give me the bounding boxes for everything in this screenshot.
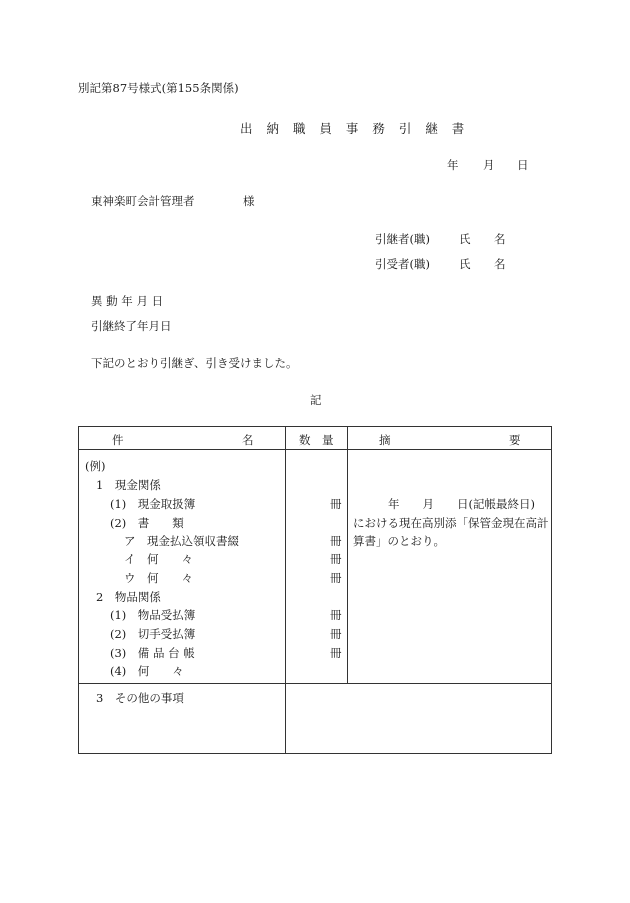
row-unit: 冊 xyxy=(330,534,342,548)
date-month: 月 xyxy=(483,158,495,172)
row-label: 2 物品関係 xyxy=(96,590,161,604)
other-matters-label: 3 その他の事項 xyxy=(96,691,184,705)
header-ken: 件 xyxy=(112,433,124,447)
date-day: 日 xyxy=(517,158,529,172)
row-label: (2) 書 類 xyxy=(110,516,184,530)
header-you: 要 xyxy=(509,433,521,447)
note-line: 算書」のとおり。 xyxy=(353,534,445,548)
handover-end-date-label: 引継終了年月日 xyxy=(91,319,172,333)
section-divider xyxy=(79,683,551,684)
party-shi: 氏 xyxy=(459,257,471,271)
row-unit: 冊 xyxy=(330,646,342,660)
row-label: 1 現金関係 xyxy=(96,478,161,492)
party-mei: 名 xyxy=(494,257,506,271)
row-label: イ 何 々 xyxy=(124,552,193,566)
header-quantity: 数 量 xyxy=(299,433,334,447)
row-label: (1) 現金取扱簿 xyxy=(110,497,196,511)
row-label: ウ 何 々 xyxy=(124,571,193,585)
handover-table xyxy=(78,426,552,754)
addressee-name: 東神楽町会計管理者 xyxy=(91,194,195,208)
header-divider xyxy=(79,449,551,450)
row-label: (2) 切手受払簿 xyxy=(110,627,196,641)
party-mei: 名 xyxy=(494,232,506,246)
row-unit: 冊 xyxy=(330,571,342,585)
column-divider xyxy=(285,427,286,753)
date-year: 年 xyxy=(447,158,459,172)
party-role: 引継者(職) xyxy=(375,232,430,246)
transfer-date-label: 異 動 年 月 日 xyxy=(91,294,164,308)
addressee-honorific: 様 xyxy=(243,194,255,208)
party-role: 引受者(職) xyxy=(375,257,430,271)
header-mei: 名 xyxy=(242,433,254,447)
note-line: 年 月 日(記帳最終日) xyxy=(388,497,535,511)
column-divider xyxy=(347,427,348,683)
form-reference: 別記第87号様式(第155条関係) xyxy=(78,81,239,95)
row-label: (1) 物品受払簿 xyxy=(110,608,196,622)
header-teki: 摘 xyxy=(379,433,391,447)
note-line: における現在高別添「保管金現在高計 xyxy=(353,516,549,530)
document-title: 出 納 職 員 事 務 引 継 書 xyxy=(240,121,470,136)
row-label: (例) xyxy=(85,459,106,473)
row-unit: 冊 xyxy=(330,627,342,641)
party-shi: 氏 xyxy=(459,232,471,246)
row-label: (3) 備 品 台 帳 xyxy=(110,646,195,660)
row-label: (4) 何 々 xyxy=(110,664,184,678)
statement-text: 下記のとおり引継ぎ、引き受けました。 xyxy=(91,356,298,370)
row-unit: 冊 xyxy=(330,552,342,566)
row-unit: 冊 xyxy=(330,497,342,511)
row-label: ア 現金払込領収書綴 xyxy=(124,534,239,548)
ki-heading: 記 xyxy=(310,393,322,407)
row-unit: 冊 xyxy=(330,608,342,622)
